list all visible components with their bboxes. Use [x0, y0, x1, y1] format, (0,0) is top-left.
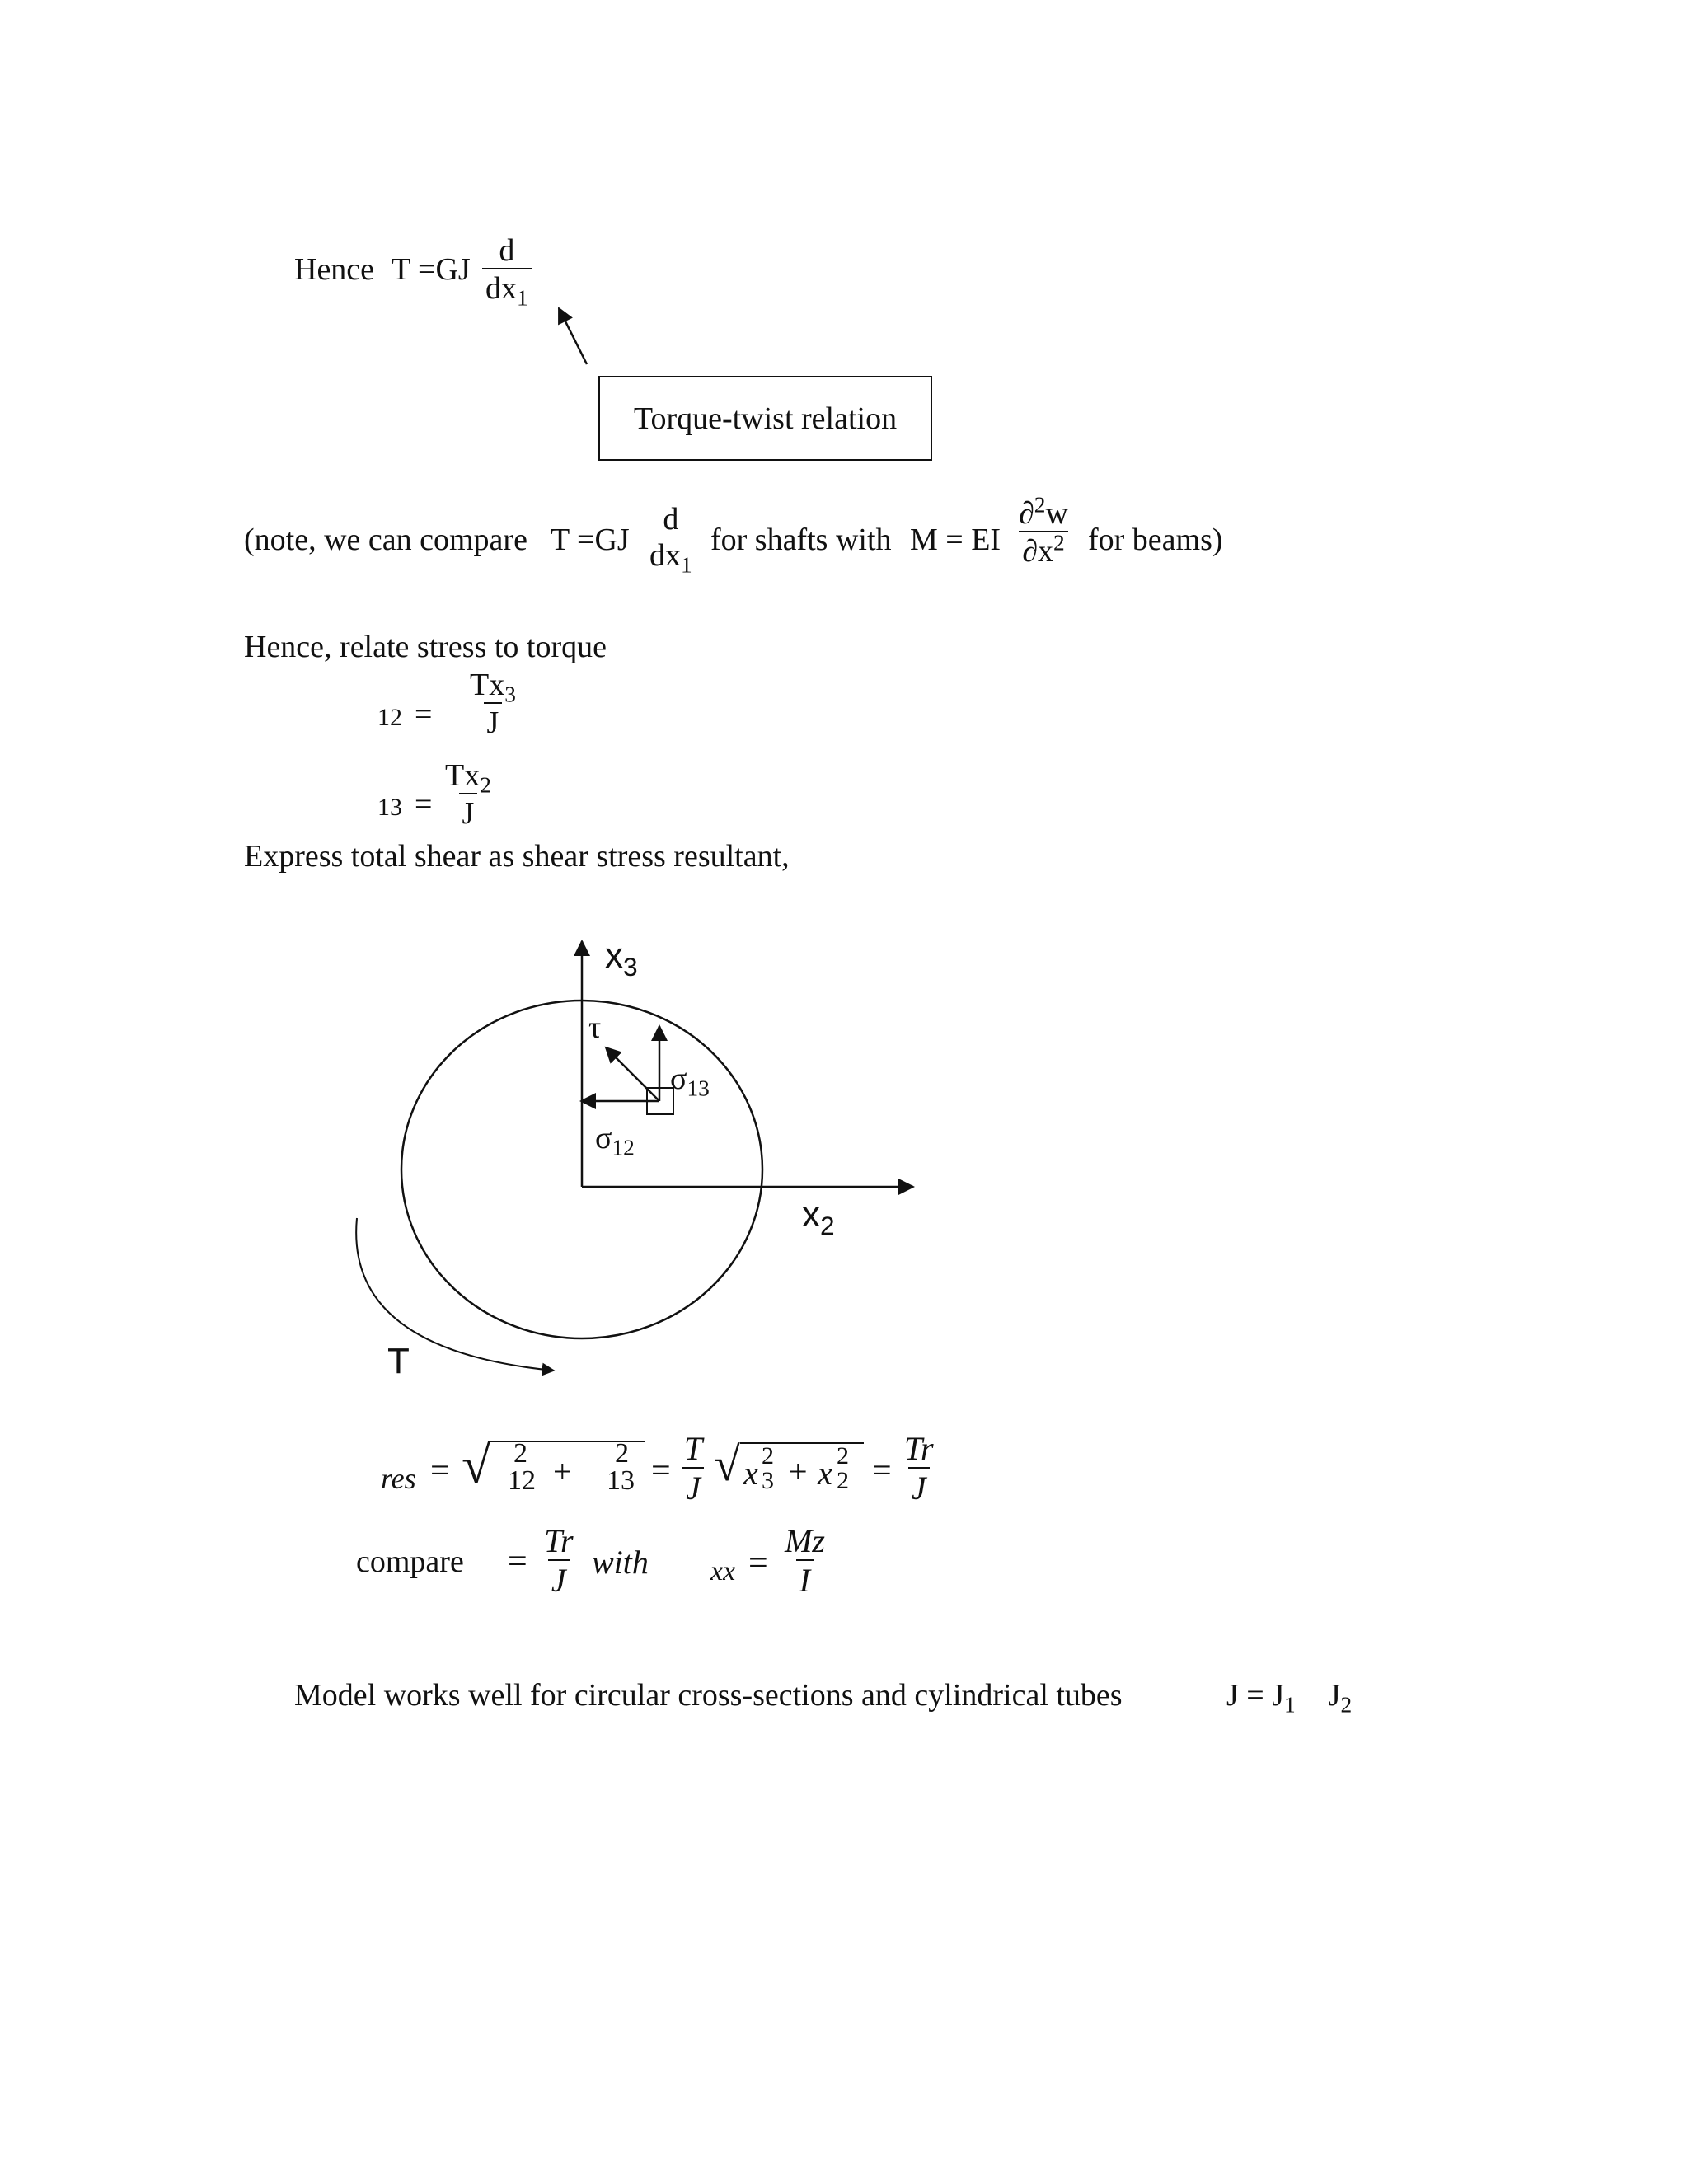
res-x3-sup: 2: [762, 1442, 774, 1469]
note-t-eq-gj: T =GJ: [551, 523, 630, 557]
eq12-equals: =: [415, 697, 433, 732]
res-b-sup: 2: [615, 1438, 629, 1469]
note-d-dx1-fraction: d $dx_1$: [649, 502, 692, 578]
compare-equals-2: =: [748, 1544, 768, 1582]
fraction-numerator: d: [499, 233, 515, 268]
relate-heading: Hence, relate stress to torque: [244, 630, 607, 664]
res-x3: x: [743, 1455, 758, 1492]
t-eq-gj: T =GJ: [392, 252, 471, 287]
tau-label: τ: [588, 1010, 602, 1045]
tr-over-j-fraction: $\frac{Tr}{J}$: [904, 1430, 934, 1507]
with-label: with: [592, 1544, 649, 1581]
sigma13-label: $\sigma_{13}$: [670, 1062, 710, 1101]
compare-label: compare: [356, 1544, 464, 1579]
res-a-sup: 2: [513, 1438, 528, 1469]
note-mid: for shafts with: [710, 523, 892, 557]
m-eq-ei: M = EI: [910, 523, 1001, 557]
res-equals-3: =: [872, 1452, 892, 1490]
model-statement: Model works well for circular cross-sections and cylindrical tubes: [294, 1678, 1123, 1713]
res-equals: =: [430, 1452, 450, 1490]
eq13-subscript: 13: [377, 794, 402, 821]
eq12-fraction: $\frac{Tx_3}{J}$: [470, 668, 516, 740]
hence-label: Hence: [294, 252, 375, 287]
callout-arrow: [559, 308, 587, 364]
res-x2-sub: 2: [837, 1467, 849, 1494]
note-close: for beams): [1088, 523, 1223, 557]
res-x3-sub: 3: [762, 1467, 774, 1494]
res-x2-sup: 2: [837, 1442, 849, 1469]
eq13-equals: =: [415, 787, 433, 822]
compare-tr-over-j: $\frac{Tr}{J}$: [544, 1522, 574, 1599]
t-over-j-fraction: $\frac{T}{J}$: [684, 1430, 703, 1507]
eq12-subscript: 12: [377, 704, 402, 731]
xx-subscript: xx: [710, 1556, 736, 1586]
res-plus: +: [553, 1453, 572, 1490]
x3-label: $x_3$: [605, 935, 638, 982]
sigma12-label: $\sigma_{12}$: [595, 1121, 635, 1160]
res-equals-2: =: [651, 1452, 671, 1490]
radical-sign-2: √: [714, 1437, 740, 1491]
fraction-denominator: $dx_1$: [482, 268, 532, 304]
res-a-sub: 12: [508, 1465, 536, 1496]
mz-over-i-fraction: $\frac{Mz}{I}$: [785, 1522, 825, 1599]
radical-sign-1: √: [462, 1436, 491, 1494]
torque-arc-arrow: [356, 1218, 554, 1371]
tau-arrow: [606, 1047, 659, 1101]
x2-label: $x_2$: [802, 1194, 835, 1240]
j-equation: $J = J_1$ $J_2$: [1226, 1678, 1353, 1718]
res-label: res: [381, 1462, 416, 1495]
compare-equals: =: [508, 1543, 528, 1581]
res-x2: x: [818, 1455, 832, 1492]
second-derivative-fraction: $\frac{\partial^2w}{\partial x^2}$: [1019, 492, 1068, 569]
res-b-sub: 13: [607, 1465, 635, 1496]
express-heading: Express total shear as shear stress resultant,: [244, 839, 790, 874]
torque-twist-callout: Torque-twist relation: [598, 376, 932, 461]
note-open: (note, we can compare: [244, 523, 528, 557]
torque-t-label: T: [387, 1341, 410, 1381]
eq13-fraction: $\frac{Tx_2}{J}$: [445, 758, 491, 831]
res-plus-2: +: [789, 1453, 808, 1490]
